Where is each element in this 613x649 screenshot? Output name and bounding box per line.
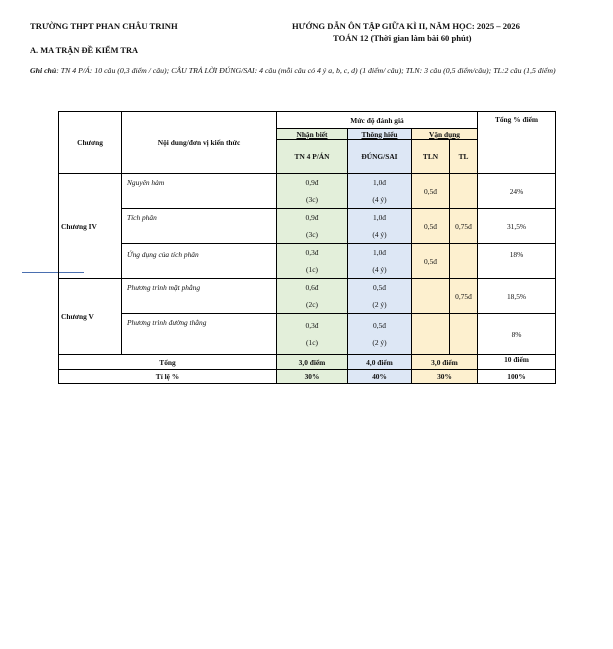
chapter-iv: Chương IV xyxy=(59,174,122,279)
nb-count: (2c) xyxy=(306,300,318,309)
th-score: 0,5đ xyxy=(373,283,386,292)
note-paragraph xyxy=(30,65,585,76)
ratio-row xyxy=(59,370,556,384)
assessment-matrix xyxy=(58,111,556,384)
nb-score: 0,3đ xyxy=(305,248,319,257)
header-dungsai: ĐÚNG/SAI xyxy=(348,140,412,174)
th-count: (4 ý) xyxy=(372,265,387,274)
tl-cell xyxy=(450,174,478,209)
tln-cell xyxy=(412,314,450,355)
nb-count: (1c) xyxy=(306,338,318,347)
header-tl: TL xyxy=(450,140,478,174)
ratio-sum: 100% xyxy=(478,370,556,384)
chapter-v: Chương V xyxy=(59,279,122,355)
total-cell: 8% xyxy=(478,314,556,355)
tl-cell xyxy=(450,244,478,279)
ratio-label: Tỉ lệ % xyxy=(59,370,277,384)
tl-cell: 0,75đ xyxy=(450,209,478,244)
th-score: 1,0đ xyxy=(373,178,386,187)
th-count: (4 ý) xyxy=(372,195,387,204)
nb-score: 0,3đ xyxy=(305,321,319,330)
section-heading: A. MA TRẬN ĐỀ KIỂM TRA xyxy=(30,46,139,55)
total-cell: 24% xyxy=(478,174,556,209)
ratio-vd: 30% xyxy=(412,370,478,384)
nb-count: (3c) xyxy=(306,195,318,204)
topic-cell: Ứng dụng của tích phân xyxy=(122,244,277,279)
header-chuong: Chương xyxy=(59,112,122,174)
table-row xyxy=(59,209,556,244)
tln-cell: 0,5đ xyxy=(412,244,450,279)
th-count: (2 ý) xyxy=(372,300,387,309)
nb-count: (1c) xyxy=(306,265,318,274)
note-text: : TN 4 P/Á: 10 câu (0,3 điểm / câu); CÂU TRẢ LỜI ĐÚNG/SAI: 4 câu (mỗi câu có 4 ý a, b, c, d) (1 điểm/ câu); TLN: 3 câu (0,5 điểm/câu); TL:2 câu (1,5 điểm) xyxy=(56,66,556,75)
school-name: TRƯỜNG THPT PHAN CHÂU TRINH xyxy=(30,21,178,31)
doc-title: HƯỚNG DẪN ÔN TẬP GIỮA KÌ II, NĂM HỌC: 2025 – 2026 xyxy=(292,21,520,31)
total-nb: 3,0 điểm xyxy=(277,355,348,370)
total-row xyxy=(59,355,556,370)
table-row xyxy=(59,279,556,314)
total-label: Tổng xyxy=(59,355,277,370)
tl-cell xyxy=(450,314,478,355)
total-vd: 3,0 điểm xyxy=(412,355,478,370)
total-cell: 31,5% xyxy=(478,209,556,244)
total-cell: 18,5% xyxy=(478,279,556,314)
th-score: 0,5đ xyxy=(373,321,386,330)
header-thonghieu: Thông hiểu xyxy=(348,129,412,140)
tl-cell: 0,75đ xyxy=(450,279,478,314)
header-tn: TN 4 P/ÁN xyxy=(277,140,348,174)
tln-cell xyxy=(412,279,450,314)
header-noidung: Nội dung/đơn vị kiến thức xyxy=(122,112,277,174)
header-tong-diem: Tổng % điểm xyxy=(478,112,556,174)
nb-score: 0,9đ xyxy=(305,178,319,187)
nb-score: 0,6đ xyxy=(305,283,319,292)
header-tln: TLN xyxy=(412,140,450,174)
nb-count: (3c) xyxy=(306,230,318,239)
header-nhanbiet: Nhận biết xyxy=(277,129,348,140)
topic-cell: Phương trình đường thẳng xyxy=(122,314,277,355)
total-cell: 18% xyxy=(478,244,556,279)
th-count: (2 ý) xyxy=(372,338,387,347)
topic-cell: Phương trình mặt phẳng xyxy=(122,279,277,314)
total-th: 4,0 điểm xyxy=(348,355,412,370)
total-sum: 10 điểm xyxy=(478,355,556,370)
table-row xyxy=(59,244,556,279)
note-label: Ghi chú xyxy=(30,66,57,75)
ratio-th: 40% xyxy=(348,370,412,384)
tln-cell: 0,5đ xyxy=(412,174,450,209)
nb-score: 0,9đ xyxy=(305,213,319,222)
table-row xyxy=(59,174,556,209)
header-mucdo: Mức độ đánh giá xyxy=(277,112,478,129)
ratio-nb: 30% xyxy=(277,370,348,384)
table-row xyxy=(59,314,556,355)
th-count: (4 ý) xyxy=(372,230,387,239)
th-score: 1,0đ xyxy=(373,213,386,222)
header-vandung: Vận dụng xyxy=(412,129,478,140)
topic-cell: Nguyên hàm xyxy=(122,174,277,209)
th-score: 1,0đ xyxy=(373,248,386,257)
topic-cell: Tích phân xyxy=(122,209,277,244)
tln-cell: 0,5đ xyxy=(412,209,450,244)
doc-subtitle: TOÁN 12 (Thời gian làm bài 60 phút) xyxy=(333,33,472,43)
